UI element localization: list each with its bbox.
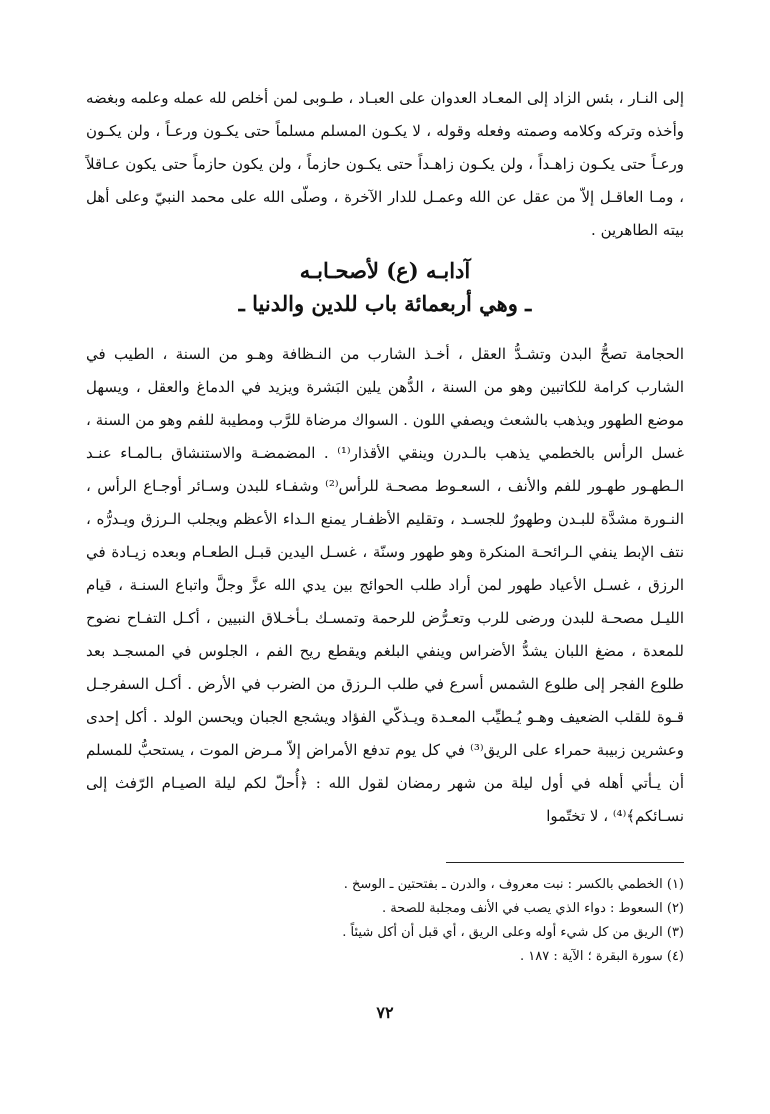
footnote-item: (٣) الريق من كل شيء أوله وعلى الريق ، أي قبل أن أكل شيئاً . xyxy=(342,925,684,940)
body-paragraph: الحجامة تصحُّ البدن وتشـدُّ العقل ، أخـذ الشارب من النـظافة وهـو من السنة ، الطيب في الشارب كرامة للكاتبين وهو من السنة ، الدُّهن يلين البَشرة ويزيد في الدماغ والعقل ، ويسهل موضع الطهور ويذهب بالشعث ويصفي اللون . السواك مرضاة للرَّب ومطيبة للفم وهو من السنة ، غسل الرأس بالخطمي يذهب بالـدرن وينقي الأقذار⁽¹⁾ . المضمضـة والاستنشاق بـالمـاء عنـد الـطهـور طهـور للفم والأنف ، السعـوط مصحـة للرأس⁽²⁾ وشفـاء للبدن وسـائر أوجـاع الرأس ، النـورة مشدَّة للبـدن وطهورٌ للجسـد ، وتقليم الأظفـار يمنع الـداء الأعظم ويجلب الـرزق ويـدرُّه ، نتف الإبط ينفي الـرائحـة المنكرة وهو طهور وسنّة ، غسـل اليدين قبـل الطعـام وبعده زيـادة في الرزق ، غسـل الأعياد طهور لمن أراد طلب الحوائج بين يدي الله عزَّ وجلَّ واتباع السنـة ، قيام الليـل مصحـة للبدن ورضى للرب وتعـرُّض للرحمة وتمسـك بـأخـلاق النبيين ، أكـل التفـاح نضوح للمعدة ، مضغ اللبان يشدُّ الأضراس وينفي البلغم ويقطع ريح الفم ، الجلوس في المسجـد بعد طلوع الفجر إلى طلوع الشمس أسرع في طلب الـرزق من الضرب في الأرض . أكـل السفرجـل قـوة للقلب الضعيف وهـو يُـطيِّب المعـدة ويـذكّي الفؤاد ويشجع الجبان ويحسن الولد . أكل إحدى وعشرين زبيبة حمراء على الريق⁽³⁾ في كل يوم تدفع الأمراض إلاّ مـرض الموت ، يستحبُّ للمسلم أن يـأتي أهله في أول ليلة من شهر رمضان لقول الله : ﴿أُحلّ لكم ليلة الصيـام الرّفث إلى نسـائكم﴾⁽⁴⁾ ، لا تختّموا xyxy=(86,345,684,825)
footnote-item: (٤) سورة البقرة ؛ الآية : ١٨٧ . xyxy=(519,949,684,964)
footnote-item: (٢) السعوط : دواء الذي يصب في الأنف ومجلبة للصحة . xyxy=(381,901,684,916)
intro-paragraph: إلى النـار ، بئس الزاد إلى المعـاد العدوان على العبـاد ، طـوبى لمن أخلص لله عمله وعلمه وبغضه وأخذه وتركه وكلامه وصمته وفعله وقوله ، لا يكـون المسلم مسلماً حتى يكـون ورعـاً ، ولن يكـون ورعـاً حتى يكـون زاهـداً ، ولن يكـون زاهـداً حتى يكـون حازماً ، ولن يكون حازماً حتى يكون عـاقلاً ، ومـا العاقـل إلاّ من عقل عن الله وعمـل للدار الآخرة ، وصلّى الله على محمد النبيّ وعلى أهل بيته الطاهرين . xyxy=(86,89,684,239)
footnote-separator xyxy=(446,862,684,863)
section-subtitle: ـ وهي أربعمائة باب للدين والدنيا ـ xyxy=(238,291,532,316)
footnote-item: (١) الخطمي بالكسر : نبت معروف ، والدرن ـ بفتحتين ـ الوسخ . xyxy=(343,877,684,892)
page-number: ٧٢ xyxy=(376,1003,394,1022)
footnotes xyxy=(86,873,684,969)
section-title: آدابـه (ع) لأصحـابـه xyxy=(299,258,471,283)
